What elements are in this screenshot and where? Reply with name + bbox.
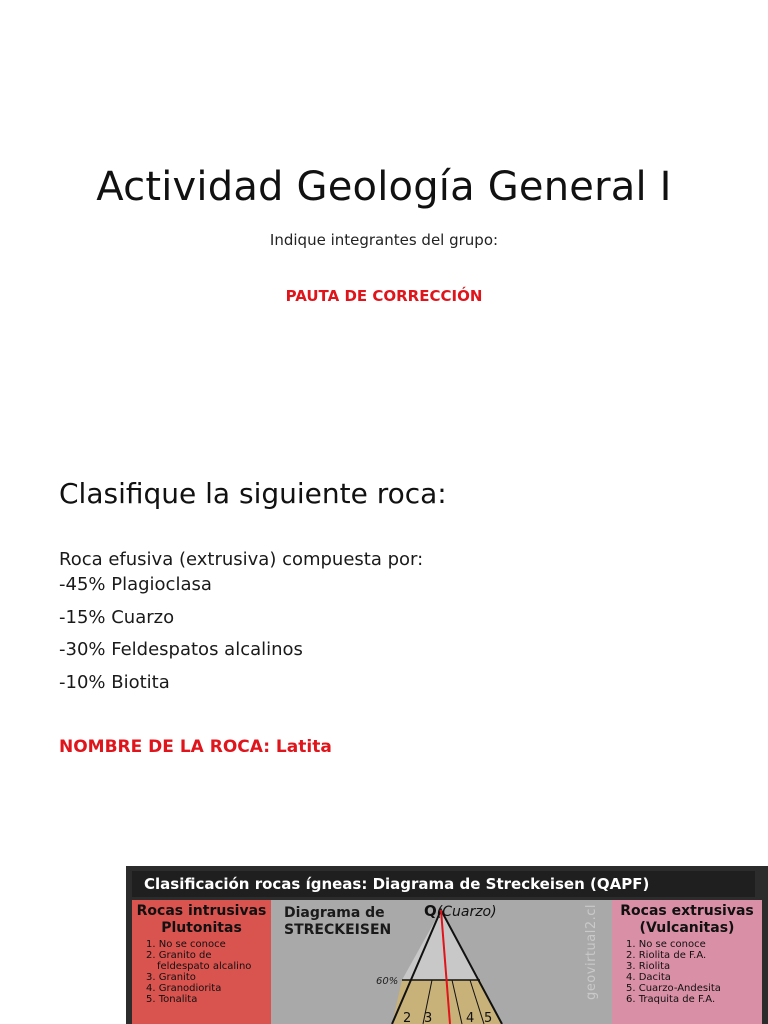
intrusive-item: 2. Granito de <box>146 950 212 961</box>
extrusive-item: 4. Dacita <box>626 972 671 983</box>
q-letter: Q <box>424 902 437 920</box>
extrusive-item: 3. Riolita <box>626 961 671 972</box>
watermark: geovirtual2.cl <box>584 904 599 1000</box>
intrusive-item: 5. Tonalita <box>146 994 198 1005</box>
figure-body <box>132 900 762 1024</box>
qapf-diagram-figure <box>126 866 768 1024</box>
intrusive-item: feldespato alcalino <box>157 961 252 972</box>
component-quartz: -15% Cuarzo <box>59 607 175 628</box>
field-number: 3 <box>424 1011 433 1024</box>
diagram-title-name: STRECKEISEN <box>284 922 392 938</box>
quartz-vertex-label <box>424 902 497 920</box>
extrusive-item: 6. Traquita de F.A. <box>626 994 716 1005</box>
intrusive-item: 3. Granito <box>146 972 196 983</box>
figure-header: Clasificación rocas ígneas: Diagrama de Streckeisen (QAPF) <box>132 871 755 897</box>
extrusive-item: 1. No se conoce <box>626 939 706 950</box>
diagram-title: Diagrama de <box>284 905 385 921</box>
extrusive-title: Rocas extrusivas <box>620 903 754 919</box>
sixty-percent-label: 60% <box>376 976 399 987</box>
plutonic-subtitle: Plutonitas <box>161 920 242 936</box>
intrusive-item: 1. No se conoce <box>146 939 226 950</box>
extrusive-item: 5. Cuarzo-Andesita <box>626 983 721 994</box>
field-number: 5 <box>484 1011 493 1024</box>
extrusive-item: 2. Riolita de F.A. <box>626 950 707 961</box>
component-biotite: -10% Biotita <box>59 672 170 693</box>
group-members-prompt: Indique integrantes del grupo: <box>269 231 499 249</box>
q-name: (Cuarzo) <box>436 904 497 920</box>
component-plagioclase: -45% Plagioclasa <box>59 574 212 595</box>
intrusive-item: 4. Granodiorita <box>146 983 222 994</box>
volcanic-subtitle: (Vulcanitas) <box>639 920 735 936</box>
rock-description: Roca efusiva (extrusiva) compuesta por: <box>59 549 424 570</box>
intrusive-title: Rocas intrusivas <box>136 903 267 919</box>
field-number: 2 <box>403 1011 412 1024</box>
component-alkali-feldspar: -30% Feldespatos alcalinos <box>59 639 303 660</box>
correction-key-label: PAUTA DE CORRECCIÓN <box>285 287 483 305</box>
extrusive-rocks-panel <box>612 900 762 1024</box>
page-title: Actividad Geología General I <box>96 164 672 210</box>
field-number: 4 <box>466 1011 475 1024</box>
question-heading: Clasifique la siguiente roca: <box>59 477 447 510</box>
rock-name-answer: NOMBRE DE LA ROCA: Latita <box>59 737 332 757</box>
